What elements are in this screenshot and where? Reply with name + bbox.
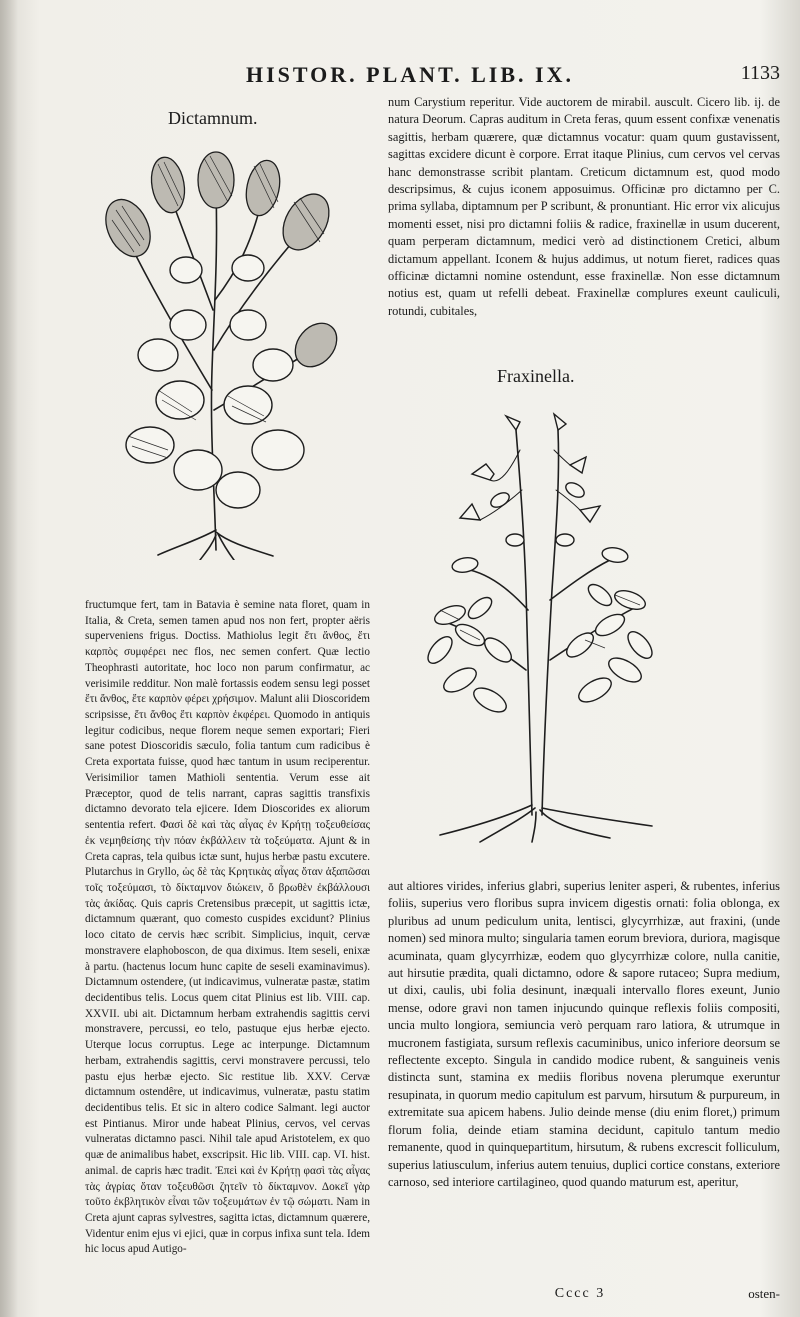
signature-mark: Cccc 3 [554,1286,606,1301]
page-number: 1133 [740,62,780,84]
paragraph: fructumque fert, tam in Batavia è semine nata floret, quam in Italia, & Creta, semen tamen apud nos non fert, propter aëris superveniens frigus. Doctiss. Mathiolus legit ἔτι ἄνθος, ἔτι καρπὸς συμφέρει nec flos, nec semen confert. Quæ lectio Theophrasti autoritate, hoc loco non parum confirmatur, ac verisimile redditur. Non malè fortassis eodem sensu legi posset ἔτι ἄνθος, ἔτε καρπὸν φέρει χρήσιμον. Malunt alii Dioscoridem scripsisse, ἔτι ἄνθος ἔτι καρπὸν ἐκφέρει. Quomodo in antiquis legitur codicibus, neque florem neque semen exportari; Fieri sane potest Dioscoridis sæculo, folia tantum cum radicibus è Creta exportata fuisse, quod hæc tantum in usum reciperentur. Verisimilior tamen Mathioli sententia. Verum esse ait Præceptor, quod de telis narrant, capras sagittis transfixis dictamno devorato tela ejicere. Idem Dioscorides ex aliorum sententia refert. Φασὶ δὲ καὶ τὰς αἶγας ἐν Κρήτῃ τοξευθείσας ἐκ νεμηθείσης τὴν πόαν ἐκβάλλειν τὰ τοξεύματα. Ajunt & in Creta capras, tela quibus ictæ sunt, hujus herbæ pastu excutere. Plutarchus in Gryllo, ὡς δὲ τὰς Κρητικὰς αἶγας ὅταν ἀξαπῶσαι τοῖς τοξεύμασι, τὸ δίκταμνον διώκειν, ὅ βρωθὲν ἐκβάλλουσι τὰς ἀκίδας. Quis capris Cretensibus præcepit, ut sagittis ictæ, dictamnum quærant, quo comesto cuspides excidunt? Plinius loco citato de cervis hæc scribit. Simplicius, inquit, cervæ monstravere elaphoboscon, de qua diximus. Item seseli, enixæ à partu. (hactenus locum hunc capite de seseli examinavimus). Dictamnum ostendere, (ut indicavimus, vulneratæ pastæ, statim decidentibus telis. Locus quem citat Plinius est lib. VIII. cap. XXVII. ubi ait. Dictamnum herbam extrahendis sagittis cervi monstravere, percussi, eo telo, pastuque ejus herbæ ejecto. Uterque locus corruptus. Lege ac interpunge. Dictamnum herbam, extrahendis sagittis, cervi monstravere percussi, telo pastu ejus herbæ ejecto. Sic restitue lib. XXV. Cervæ dictamnum ostendêre, ut indicavimus, vulneratæ, pastu statim decidentibus telis. Et sic in altero codice Salmant. legi auctor est Pintianus. Miror unde habeat Plinius, cervos, vel cervas vulneratas dictamno pasci. Nihil tale apud Aristotelem, ex quo quæ de animalibus habet, exscripsit. Hic lib. VIII. cap. VI. hist. animal. de capris hæc tradit. Ἐπεὶ καὶ ἐν Κρήτῃ φασὶ τὰς αἶγας τὰς ἀγρίας ὅταν τοξευθῶσι ζητεῖν τὸ δίκταμνον. Δοκεῖ γὰρ τοῦτο ἐκβλητικὸν εἶναι τῶν τοξευμάτων ἐν τῷ σώματι. Nam in Creta ajunt capras sylvestres, sagitta ictas, dictamnum quærere, Videntur enim ejus vi ejici, quæ in corpus infixa sunt tela. Idem hic locus apud Autigo- [85,599,370,1256]
running-head: HISTOR. PLANT. LIB. IX. [246,62,574,87]
text-block-right-top [388,94,780,320]
text-block-right-bottom [388,878,780,1191]
dictamnum-woodcut-illustration [88,150,348,560]
catchword: osten- [748,1286,780,1301]
fraxinella-woodcut-illustration [420,410,660,845]
fraxinella-figure-title: Fraxinella. [497,366,575,386]
text-block-left [85,598,370,1258]
paragraph: aut altiores virides, inferius glabri, superius leniter asperi, & rubentes, inferius foliis, superius vero floribus supra invicem digestis ornati: folia oblonga, ex pluribus ad unum pediculum unita, lentisci, glycyrrhizæ, aut fraxini, (unde nomen) sed minora multo; singularia tamen eorum breviora, duriora, magisque acuminata, quam glycyrrhizæ, eodem quo glycyrrhizæ colore, nulla canitie, aut hirsutie prædita, quali dictamno, odore & sapore rutaceo; Supra medium, ut dixi, caulis, ubi folia desinunt, inæquali intervallo flores exeunt, Junio mense, odore gravi non tamen injucundo quinque reflexis foliis compositi, uncia multo longiora, semiuncia verò perquam raro latiora, & utrumque in mucronem fastigiata, sursum reflexis cacuminibus, unico inferiore deorsum se reflectente excepto. Singula in candido modice rubent, & sanguineis venis distincta sunt, stamina ex mediis floribus novena plerumque exeruntur resupinata, in quorum medio capitulum est parvum, hirsutum & purpureum, in extremitate sua apicem habens. Julio deinde mense (diu enim floret,) primum florum folia, deinde etiam stamina decidunt, capitulo tantum medio remanente, quod in quinquepartitum, hirsutum, & rubens excrescit folliculum, superius latiusculum, inferius autem tenuius, duplici cortice constans, exteriore carnoso, sed interiore cartilagineo, quod quando maturum est, aperitur, [388,879,780,1189]
paragraph: num Carystium reperitur. Vide auctorem de mirabil. auscult. Cicero lib. ij. de natura Deorum. Capras auditum in Creta feras, quum essent confixæ venenatis sagittis, herbam quærere, quæ dictamnus vocatur: quam quum gustavissent, sagittas excidere dicunt è corpore. Errat itaque Plinius, cum cervos vel cervas hanc demonstrasse scribit plantam. Creticum dictamnum est, quod modo descripsimus, & cujus iconem apposuimus. Officinæ pro dictamno per C. prima syllaba, diptamnum per P scribunt, & pronuntiant. Hic error vix alicujus momenti esset, nisi pro dictamni foliis & radice, fraxinellæ in usum ducerent, quam perperam dictamnum, medici verò ad distinctionem Cretici, album dictamum appellant. Iconem & hujus addimus, ut notum fieret, radices quas officinæ dictamni nomine ostendunt, esse fraxinellæ. Non esse dictamnum notius est, quam ut refelli debeat. Fraxinellæ complures exeunt cauliculi, rotundi, cubitales, [388,95,780,318]
dictamnum-figure-title: Dictamnum. [168,108,258,128]
